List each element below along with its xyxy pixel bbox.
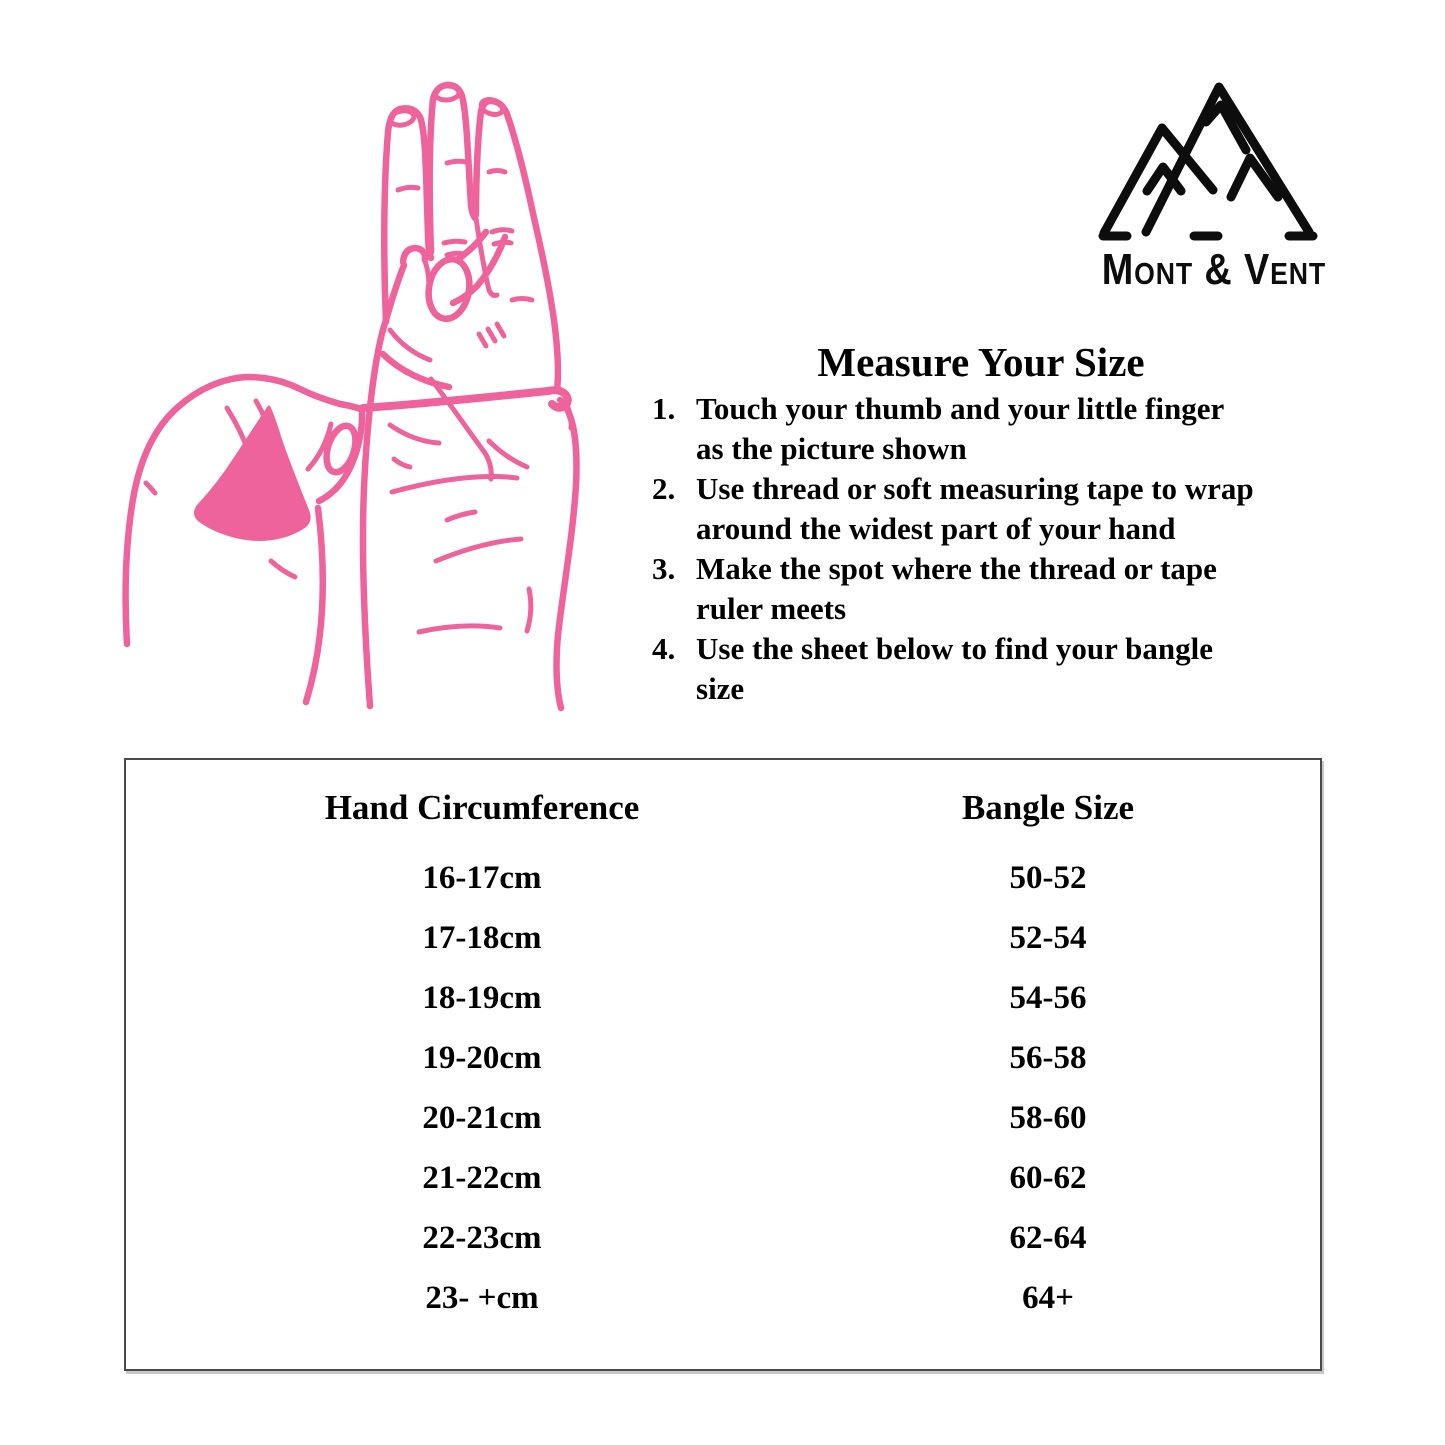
- step-text: Use the sheet below to find your bangle: [696, 631, 1213, 666]
- bangle-size-cell: 52-54: [1009, 920, 1087, 956]
- instruction-step: [652, 389, 1324, 469]
- brand-name: Mont & Vent: [1101, 245, 1326, 294]
- bangle-size-cell: 64+: [1022, 1280, 1074, 1316]
- instruction-step: [652, 469, 1324, 549]
- bangle-size-cell: 56-58: [1009, 1040, 1087, 1076]
- bangle-size-cell: 50-52: [1009, 860, 1087, 896]
- step-text: ruler meets: [696, 591, 847, 626]
- hand-circumference-cell: 22-23cm: [422, 1220, 542, 1256]
- hand-circumference-cell: 16-17cm: [422, 860, 542, 896]
- hand-circumference-cell: 18-19cm: [422, 980, 542, 1016]
- size-table-body: [126, 848, 1320, 1328]
- table-row: [126, 1208, 1320, 1268]
- instruction-list: [652, 389, 1324, 709]
- table-row: [126, 848, 1320, 908]
- size-table: [124, 758, 1322, 1371]
- hand-circumference-cell: 20-21cm: [422, 1100, 542, 1136]
- table-row: [126, 968, 1320, 1028]
- step-text: around the widest part of your hand: [696, 511, 1176, 546]
- hand-circumference-cell: 23- +cm: [425, 1280, 539, 1316]
- hand-circumference-cell: 21-22cm: [422, 1160, 542, 1196]
- table-row: [126, 1028, 1320, 1088]
- instruction-step: [652, 629, 1324, 709]
- table-row: [126, 1268, 1320, 1328]
- bangle-size-cell: 54-56: [1009, 980, 1087, 1016]
- step-text: Touch your thumb and your little finger: [696, 391, 1225, 426]
- table-row: [126, 1148, 1320, 1208]
- size-table-header: [126, 784, 1320, 832]
- brand-logo: [1085, 75, 1325, 293]
- page-title: Measure Your Size: [817, 339, 1145, 385]
- mountains-icon: [1085, 75, 1325, 245]
- step-text: Use thread or soft measuring tape to wrap: [696, 471, 1254, 506]
- instruction-step: [652, 549, 1324, 629]
- bangle-size-cell: 58-60: [1009, 1100, 1087, 1136]
- hand-circumference-cell: 19-20cm: [422, 1040, 542, 1076]
- bangle-size-cell: 62-64: [1009, 1220, 1087, 1256]
- step-text: Make the spot where the thread or tape: [696, 551, 1217, 586]
- column-header-hand-circumference: Hand Circumference: [324, 788, 640, 827]
- column-header-bangle-size: Bangle Size: [961, 788, 1135, 827]
- hand-circumference-cell: 17-18cm: [422, 920, 542, 956]
- table-row: [126, 908, 1320, 968]
- bangle-size-cell: 60-62: [1009, 1160, 1087, 1196]
- step-text: size: [696, 671, 745, 706]
- step-text: as the picture shown: [696, 431, 967, 466]
- table-row: [126, 1088, 1320, 1148]
